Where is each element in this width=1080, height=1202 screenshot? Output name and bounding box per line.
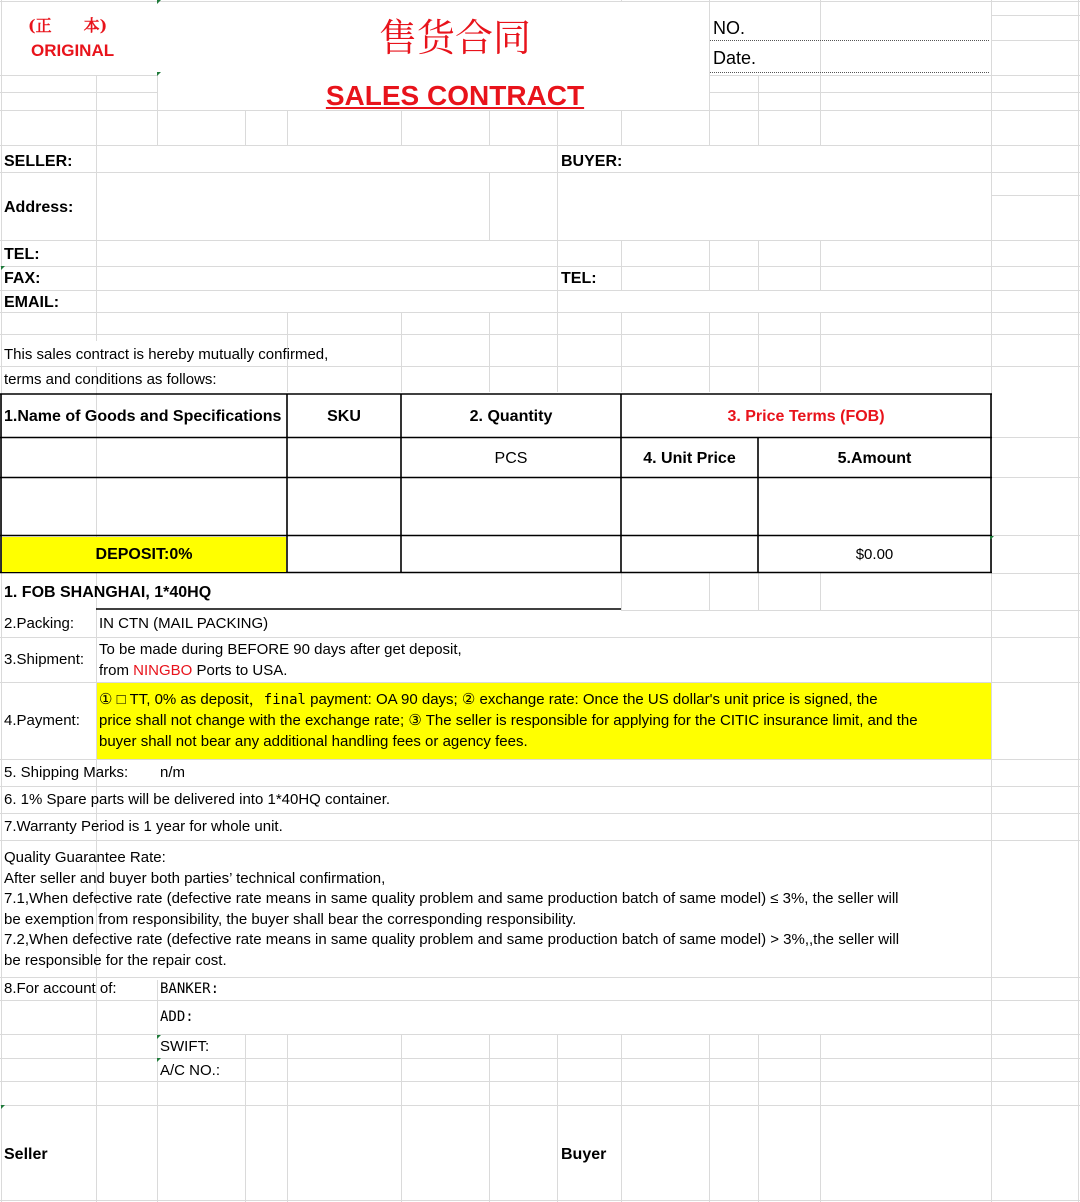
account-label: 8.For account of: xyxy=(4,980,117,997)
original-label: ORIGINAL xyxy=(31,41,115,60)
address-label: Address: xyxy=(4,199,74,216)
price-terms-header: 3. Price Terms (FOB) xyxy=(727,408,885,425)
bank-address-label: ADD: xyxy=(160,1009,194,1025)
account-number-label: A/C NO.: xyxy=(160,1062,221,1079)
shipping-marks-value: n/m xyxy=(160,764,186,781)
packing-label: 2.Packing: xyxy=(4,615,75,632)
intro-line-2: terms and conditions as follows: xyxy=(4,371,217,388)
goods-column-header: 1.Name of Goods and Specifications xyxy=(4,408,282,425)
original-cn-label: (正 本) xyxy=(28,16,108,35)
banker-label: BANKER: xyxy=(160,981,220,997)
quality-line: After seller and buyer both parties’ technical confirmation, xyxy=(4,870,386,887)
contract-date-label: Date. xyxy=(713,48,757,68)
email-label: EMAIL: xyxy=(4,294,60,311)
sku-column-header: SKU xyxy=(327,408,361,425)
payment-line-2: price shall not change with the exchange rate; ③ The seller is responsible for applying for the CITIC insurance limit, and the xyxy=(99,712,918,729)
shipment-line-1: To be made during BEFORE 90 days after get deposit, xyxy=(99,641,462,658)
warranty-term: 7.Warranty Period is 1 year for whole unit. xyxy=(4,818,283,835)
total-amount: $0.00 xyxy=(855,546,894,563)
buyer-label: BUYER: xyxy=(561,153,623,170)
buyer-signature-label: Buyer xyxy=(561,1146,607,1163)
shipment-label: 3.Shipment: xyxy=(4,651,85,668)
unit-price-column-header: 4. Unit Price xyxy=(643,450,736,467)
seller-label: SELLER: xyxy=(4,153,73,170)
intro-line-1: This sales contract is hereby mutually confirmed, xyxy=(4,346,329,363)
shipment-line-2: from NINGBO Ports to USA. xyxy=(99,662,288,679)
quality-line: 7.1,When defective rate (defective rate means in same quality problem and same production batch of same model) ≤ 3%, the seller will xyxy=(4,890,899,907)
fob-term: 1. FOB SHANGHAI, 1*40HQ xyxy=(4,584,212,601)
quality-line: be exemption from responsibility, the buyer shall bear the corresponding responsibility. xyxy=(4,911,577,928)
tel-label: TEL: xyxy=(4,246,40,263)
quality-line: Quality Guarantee Rate: xyxy=(4,849,166,866)
payment-label: 4.Payment: xyxy=(4,712,80,729)
deposit-label: DEPOSIT:0% xyxy=(95,546,193,563)
amount-column-header: 5.Amount xyxy=(837,450,912,467)
shipping-marks-label: 5. Shipping Marks: xyxy=(4,764,129,781)
title-en: SALES CONTRACT xyxy=(325,80,585,111)
seller-signature-label: Seller xyxy=(4,1146,48,1163)
fax-label: FAX: xyxy=(4,270,41,287)
quality-line: 7.2,When defective rate (defective rate means in same quality problem and same production batch of same model) > 3%,,the seller will xyxy=(4,931,900,948)
quality-line: be responsible for the repair cost. xyxy=(4,952,227,969)
title-cn: 售货合同 xyxy=(378,16,531,60)
buyer-tel-label: TEL: xyxy=(561,270,597,287)
quantity-column-header: 2. Quantity xyxy=(469,408,553,425)
payment-line-1: ① □ TT, 0% as deposit，final payment: OA 90 days; ② exchange rate: Once the US dollar's unit price is signed, the xyxy=(99,691,878,708)
swift-label: SWIFT: xyxy=(160,1038,210,1055)
shipment-port: NINGBO xyxy=(133,662,193,679)
spare-parts-term: 6. 1% Spare parts will be delivered into 1*40HQ container. xyxy=(4,791,391,808)
payment-line-3: buyer shall not bear any additional handling fees or agency fees. xyxy=(99,733,528,750)
contract-no-label: NO. xyxy=(713,18,746,38)
packing-value: IN CTN (MAIL PACKING) xyxy=(99,615,269,632)
quantity-unit: PCS xyxy=(494,450,528,467)
